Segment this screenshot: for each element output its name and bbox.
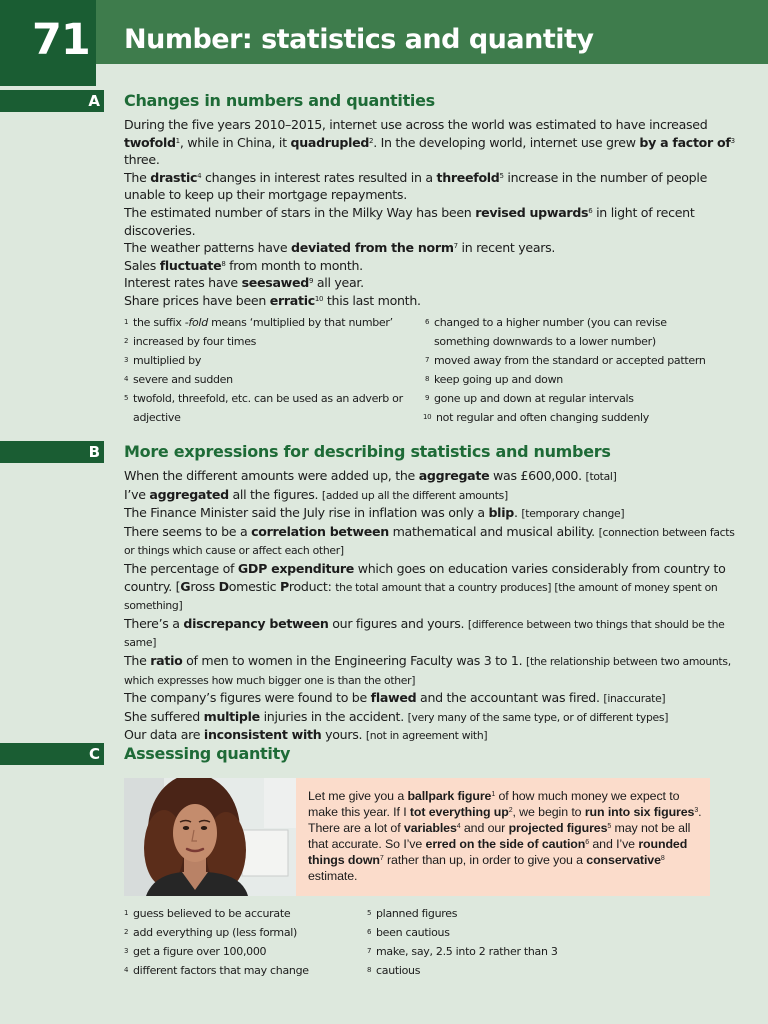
footnote-item (367, 943, 627, 962)
example-sentence: The percentage of GDP expenditure which goes on education varies considerably from country to country. [Gross Domestic Product: the total amount that a country produces] [the amount of money spent on something] (124, 560, 726, 613)
footnote-item (124, 924, 354, 943)
footnote-ref: 2 (508, 807, 513, 815)
key-term: deviated from the norm (290, 240, 454, 256)
footnote-number: 2 (124, 336, 129, 345)
section-a-title: Changes in numbers and quantities (124, 91, 435, 110)
footnote-ref: 4 (197, 171, 202, 180)
section-a-tab (0, 90, 104, 112)
key-term: tot everything up (409, 805, 509, 820)
key-term: fluctuate (159, 257, 222, 273)
section-c-letter: C (88, 745, 100, 763)
footnote-text: not regular and often changing suddenly (436, 410, 649, 424)
footnote-text: get a figure over 100,000 (133, 944, 267, 958)
section-b-text (124, 467, 736, 745)
footnote-number: 5 (367, 909, 372, 917)
definition-gloss: [not in agreement with] (365, 729, 488, 743)
footnote-number: 8 (425, 374, 430, 383)
example-sentence: Our data are inconsistent with yours. [not in agreement with] (124, 727, 488, 743)
example-sentence: The company’s figures were found to be flawed and the accountant was fired. [inaccurate] (124, 690, 666, 706)
footnote-ref: 5 (499, 171, 504, 180)
footnote-number: 2 (124, 927, 129, 936)
key-term: rounded things down (308, 837, 688, 868)
example-sentence: She suffered multiple injuries in the accident. [very many of the same type, or of different types] (124, 708, 669, 724)
key-term: G (180, 578, 191, 594)
footnote-number: 5 (124, 393, 129, 402)
example-sentence: The drastic$^4$ changes in interest rates resulted in a threefold$^5$ increase in the number of people unable to keep up their mortgage repayments. (124, 169, 708, 203)
key-term: conservative (586, 853, 661, 868)
footnote-text: guess believed to be accurate (133, 907, 291, 920)
example-sentence: Interest rates have seesawed$^9$ all year. (124, 275, 364, 291)
footnote-text: the suffix -fold means ‘multiplied by that number’ (133, 316, 393, 329)
key-term: correlation between (251, 523, 389, 539)
section-b-title: More expressions for describing statistics and numbers (124, 442, 611, 461)
page-title (124, 0, 594, 64)
footnote-ref: 1 (491, 791, 496, 798)
footnote-text: been cautious (376, 925, 450, 939)
key-term: drastic (150, 169, 198, 185)
footnote-ref: 4 (456, 823, 461, 831)
example-sentence: I’ve aggregated all the figures. [added up all the different amounts] (124, 486, 508, 502)
key-term: aggregated (149, 486, 229, 502)
footnote-item (124, 943, 354, 962)
footnote-ref: 3 (694, 807, 699, 815)
section-c-tab (0, 743, 104, 765)
definition-gloss: [very many of the same type, or of different types] (407, 710, 669, 724)
definition-gloss: [added up all the different amounts] (321, 488, 508, 502)
footnote-number: 4 (124, 374, 129, 383)
key-term: revised upwards (475, 204, 589, 220)
footnote-text: add everything up (less formal) (133, 925, 298, 939)
footnote-item (367, 905, 627, 924)
key-term: blip (488, 505, 514, 521)
key-term: aggregate (418, 468, 490, 483)
footnote-number: 3 (124, 355, 129, 364)
example-sentence: The estimated number of stars in the Milky Way has been revised upwards$^6$ in light of recent discoveries. (124, 204, 695, 238)
example-sentence: Sales fluctuate$^8$ from month to month. (124, 257, 363, 273)
example-sentence: The Finance Minister said the July rise in inflation was only a blip. [temporary change] (124, 505, 625, 521)
footnote-text: severe and sudden (133, 372, 233, 386)
footnote-item (124, 352, 404, 371)
footnote-number: 10 (423, 412, 432, 421)
section-b-tab (0, 441, 104, 463)
footnote-text: planned figures (376, 907, 458, 920)
section-b-letter: B (88, 443, 100, 461)
definition-gloss: [the relationship between two amounts, which expresses how much bigger one is than the other] (124, 654, 731, 687)
footnote-text: make, say, 2.5 into 2 rather than 3 (376, 944, 558, 958)
businesswoman-illustration (124, 778, 296, 896)
footnote-item (124, 333, 404, 352)
footnote-number: 1 (124, 909, 129, 917)
footnote-text: moved away from the standard or accepted pattern (434, 353, 706, 367)
key-term: erred on the side of caution (425, 837, 586, 852)
example-sentence: When the different amounts were added up, the aggregate was £600,000. [total] (124, 468, 617, 483)
definition-gloss: the total amount that a country produces] [the amount of money spent on something] (124, 580, 718, 613)
example-sentence: The ratio of men to women in the Engineering Faculty was 3 to 1. [the relationship between two amounts, which expresses how much bigger one is than the other] (124, 652, 731, 687)
footnote-ref: 9 (308, 277, 314, 286)
unit-number-box (0, 0, 96, 86)
key-term: erratic (269, 292, 315, 308)
footnote-text: different factors that may change (133, 963, 309, 977)
key-term: ratio (150, 652, 183, 668)
footnote-ref: 10 (314, 294, 324, 303)
example-sentence: There seems to be a correlation between mathematical and musical ability. [connection between facts or things which cause or affect each other] (124, 523, 735, 558)
key-term: flawed (370, 690, 417, 706)
footnote-item (124, 314, 404, 333)
speech-text: Let me give you a ballpark figure$^1$ of how much money we expect to make this year. If I tot everything $up^2$, we begin to run into six figures$^3$. There are a lot of variables$^4$ and our projected figures$^5$ may not be all that accurate. So I’ve erred on the side of caution$^6$ and I’ve rounded things down$^7$ rather than up, in order to give you a conservative$^8$ estimate. (308, 789, 702, 884)
key-term: discrepancy between (183, 615, 329, 631)
italic-text: -fold (184, 316, 208, 329)
footnote-text: gone up and down at regular intervals (434, 391, 634, 405)
footnote-text: increased by four times (133, 334, 257, 348)
footnote-ref: 3 (730, 136, 735, 145)
section-c-notes-left (124, 905, 354, 981)
key-term: threefold (436, 169, 500, 185)
section-a-notes-left (124, 314, 404, 427)
section-c-notes-right (367, 905, 627, 981)
footnote-number: 7 (367, 946, 372, 955)
footnote-number: 3 (124, 946, 129, 955)
definition-gloss: [temporary change] (521, 507, 625, 521)
footnote-text: cautious (376, 963, 421, 977)
footnote-number: 1 (124, 318, 129, 326)
key-term: inconsistent with (203, 727, 322, 743)
section-a-notes-right (425, 314, 725, 427)
footnote-item (425, 409, 725, 428)
footnote-ref: 6 (585, 839, 590, 847)
footnote-number: 8 (367, 965, 372, 974)
definition-gloss: [difference between two things that should be the same] (124, 617, 725, 650)
key-term: twofold (124, 134, 176, 150)
key-term: run into six figures (584, 805, 695, 820)
footnote-item (425, 390, 725, 409)
key-term: by a factor of (639, 134, 731, 150)
footnote-ref: 2 (369, 136, 374, 145)
key-term: D (218, 578, 229, 594)
footnote-item (124, 962, 354, 981)
footnote-ref: 7 (379, 855, 384, 863)
example-sentence: The weather patterns have deviated from the norm$^7$ in recent years. (124, 240, 556, 256)
footnote-ref: 8 (660, 855, 665, 863)
footnote-ref: 8 (221, 259, 226, 268)
example-sentence: There’s a discrepancy between our figures and yours. [difference between two things that should be the same] (124, 615, 725, 650)
footnote-number: 6 (367, 927, 372, 936)
footnote-item (124, 371, 404, 390)
footnote-ref: 1 (175, 136, 180, 145)
footnote-item (367, 962, 627, 981)
footnote-text: multiplied by (133, 353, 202, 367)
section-a-letter: A (88, 92, 100, 110)
footnote-item (367, 924, 627, 943)
footnote-item (425, 352, 725, 371)
footnote-number: 9 (425, 393, 430, 402)
footnote-item (425, 371, 725, 390)
example-sentence: During the five years 2010–2015, internet use across the world was estimated to have increased twofold$^1$, while in China, it quadrupled$^2$. In the developing world, internet use grew by a factor $of^3$ three. (124, 117, 735, 168)
definition-gloss: [inaccurate] (603, 692, 666, 706)
unit-number: 71 (32, 15, 90, 65)
footnote-number: 6 (425, 318, 430, 326)
page-title-text: Number: statistics and quantity (124, 24, 594, 55)
footnote-ref: 5 (607, 823, 612, 831)
key-term: P (279, 578, 289, 594)
footnote-text: keep going up and down (434, 372, 563, 386)
key-term: multiple (203, 708, 260, 724)
footnote-item (124, 390, 404, 428)
key-term: variables (403, 821, 457, 836)
footnote-ref: 7 (453, 242, 458, 251)
section-a-text (124, 116, 736, 310)
example-sentence: Share prices have been erratic$^{10}$ this last month. (124, 292, 421, 308)
footnote-number: 7 (425, 355, 430, 364)
key-term: quadrupled (290, 134, 370, 150)
definition-gloss: [connection between facts or things which cause or affect each other] (124, 525, 735, 558)
footnote-number: 4 (124, 965, 129, 974)
speech-box (296, 778, 710, 896)
key-term: seesawed (241, 275, 309, 291)
key-term: projected figures (508, 821, 608, 836)
key-term: ballpark figure (407, 789, 492, 803)
definition-gloss: [total] (585, 470, 617, 483)
footnote-ref: 6 (588, 206, 593, 215)
footnote-item (425, 314, 725, 352)
businesswoman-photo (124, 778, 296, 896)
footnote-text: twofold, threefold, etc. can be used as an adverb or adjective (133, 391, 403, 424)
section-c-title: Assessing quantity (124, 744, 291, 763)
footnote-item (124, 905, 354, 924)
footnote-text: changed to a higher number (you can revise something downwards to a lower number) (434, 316, 667, 348)
key-term: GDP expenditure (237, 560, 355, 576)
